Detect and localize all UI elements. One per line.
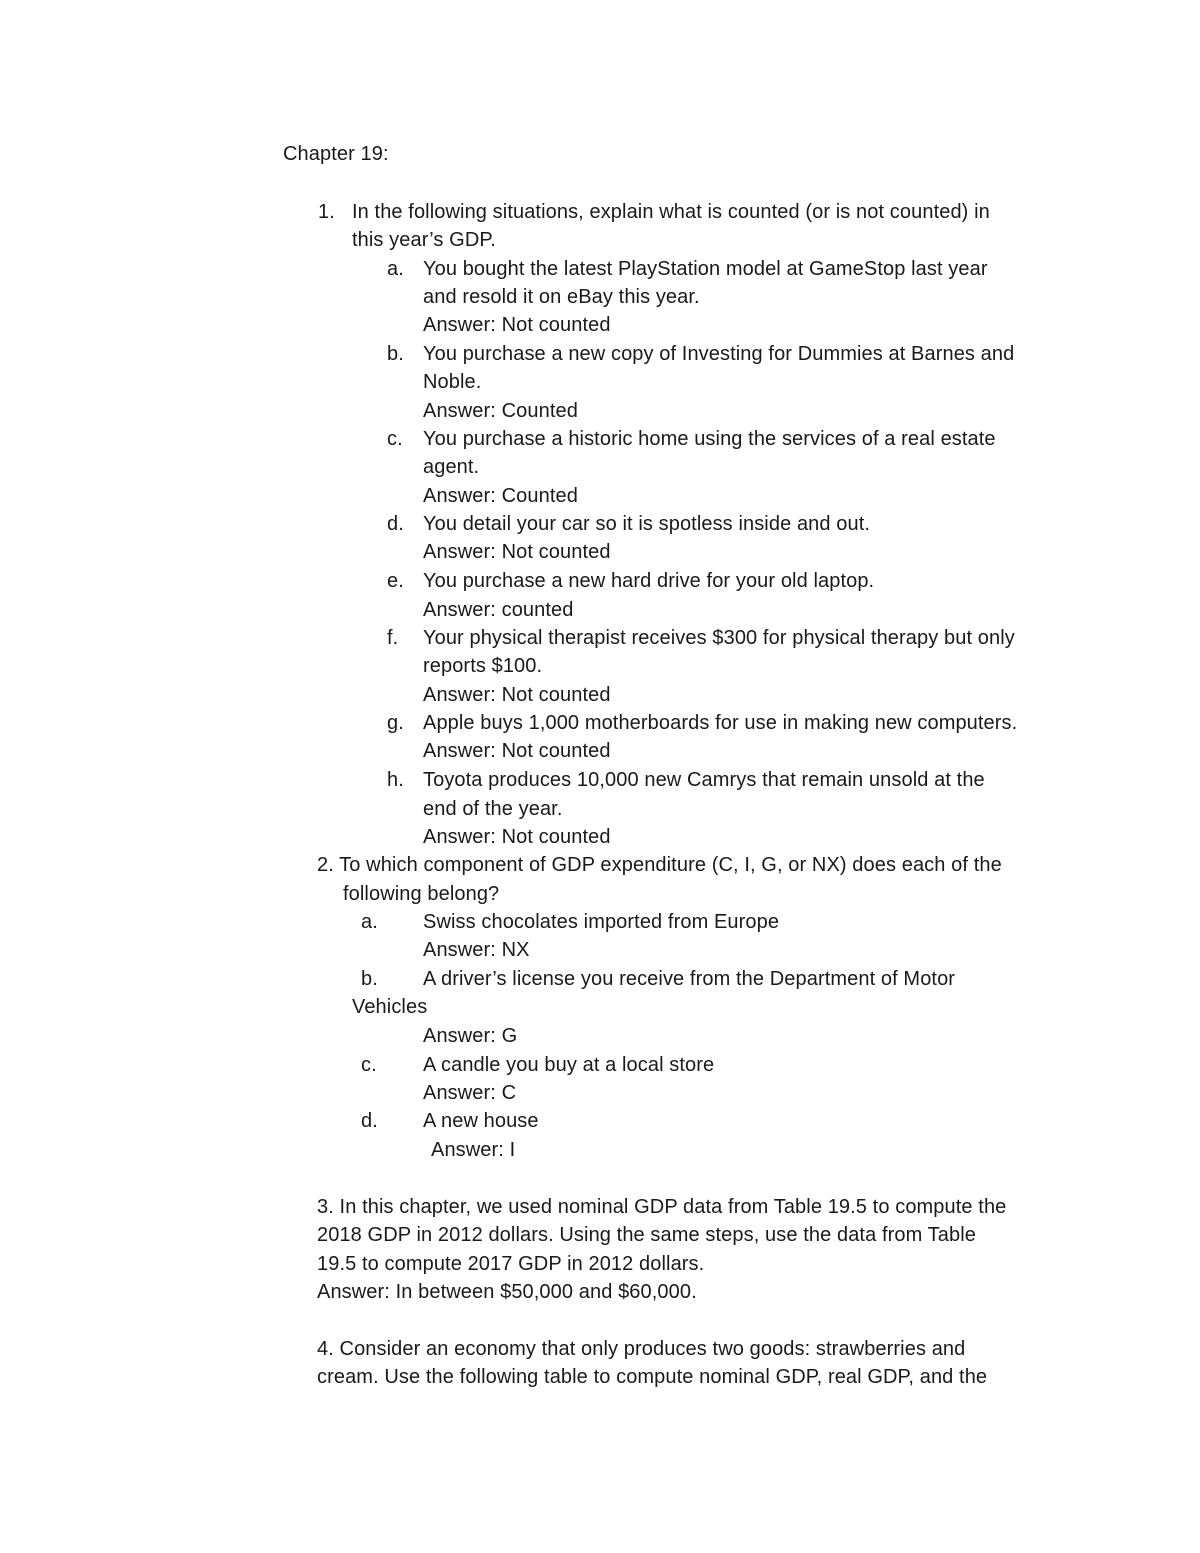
q1-item-letter: g.	[387, 712, 404, 734]
q1-item-text: You purchase a new copy of Investing for Dummies at Barnes and	[423, 343, 1015, 365]
q1-item-letter: f.	[387, 627, 399, 649]
chapter-title: Chapter 19:	[283, 143, 389, 165]
q2-item-text: A driver’s license you receive from the Department of Motor	[423, 968, 956, 990]
q1-item-text: You purchase a new hard drive for your old laptop.	[423, 570, 875, 592]
q1-item-letter: e.	[387, 570, 404, 592]
q1-text-line1: In the following situations, explain what is counted (or is not counted) in	[352, 201, 990, 223]
q1-item-text: reports $100.	[423, 655, 543, 677]
q1-item-text: and resold it on eBay this year.	[423, 286, 700, 308]
q1-item-answer: Answer: Counted	[423, 485, 578, 507]
q1-item-letter: d.	[387, 513, 404, 535]
q1-item-text: You purchase a historic home using the services of a real estate	[423, 428, 996, 450]
q2-item-answer: Answer: I	[431, 1139, 516, 1161]
q1-item-answer: Answer: Not counted	[423, 541, 611, 563]
q2-item-answer: Answer: NX	[423, 939, 530, 961]
q2-item-answer: Answer: G	[423, 1025, 518, 1047]
q2-item-answer: Answer: C	[423, 1082, 517, 1104]
q1-item-answer: Answer: counted	[423, 599, 574, 621]
q1-item-answer: Answer: Not counted	[423, 684, 611, 706]
q2-item-text: A new house	[423, 1110, 539, 1132]
q1-number: 1.	[318, 201, 335, 223]
q2-item-text: Swiss chocolates imported from Europe	[423, 911, 780, 933]
q1-text-line2: this year’s GDP.	[352, 229, 496, 251]
q2-item-text: A candle you buy at a local store	[423, 1054, 715, 1076]
q3-line2: 2018 GDP in 2012 dollars. Using the same steps, use the data from Table	[317, 1224, 976, 1246]
q2-text-line2: following belong?	[343, 883, 500, 905]
q2-item-letter: a.	[361, 911, 378, 933]
q2-item-text: Vehicles	[352, 996, 428, 1018]
q1-item-answer: Answer: Not counted	[423, 826, 611, 848]
q2-item-letter: b.	[361, 968, 378, 990]
q1-item-text: agent.	[423, 456, 480, 478]
q2-text-line1: 2. To which component of GDP expenditure (C, I, G, or NX) does each of the	[317, 854, 1002, 876]
q4-line1: 4. Consider an economy that only produces two goods: strawberries and	[317, 1338, 966, 1360]
q1-item-text: Noble.	[423, 371, 482, 393]
q1-item-answer: Answer: Not counted	[423, 314, 611, 336]
q4-line2: cream. Use the following table to compute nominal GDP, real GDP, and the	[317, 1366, 988, 1388]
q1-item-letter: a.	[387, 258, 404, 280]
q2-item-letter: d.	[361, 1110, 378, 1132]
q3-line1: 3. In this chapter, we used nominal GDP data from Table 19.5 to compute the	[317, 1196, 1007, 1218]
q2-item-letter: c.	[361, 1054, 377, 1076]
q1-item-text: You detail your car so it is spotless inside and out.	[423, 513, 871, 535]
q1-item-letter: b.	[387, 343, 404, 365]
q3-answer: Answer: In between $50,000 and $60,000.	[317, 1281, 697, 1303]
q1-item-text: You bought the latest PlayStation model at GameStop last year	[423, 258, 988, 280]
q1-item-text: Apple buys 1,000 motherboards for use in making new computers.	[423, 712, 1018, 734]
q3-line3: 19.5 to compute 2017 GDP in 2012 dollars.	[317, 1253, 705, 1275]
q1-item-letter: c.	[387, 428, 403, 450]
q1-item-text: Toyota produces 10,000 new Camrys that remain unsold at the	[423, 769, 985, 791]
q1-item-answer: Answer: Counted	[423, 400, 578, 422]
q1-item-letter: h.	[387, 769, 404, 791]
q1-item-text: end of the year.	[423, 798, 563, 820]
q1-item-answer: Answer: Not counted	[423, 740, 611, 762]
q1-item-text: Your physical therapist receives $300 for physical therapy but only	[423, 627, 1015, 649]
